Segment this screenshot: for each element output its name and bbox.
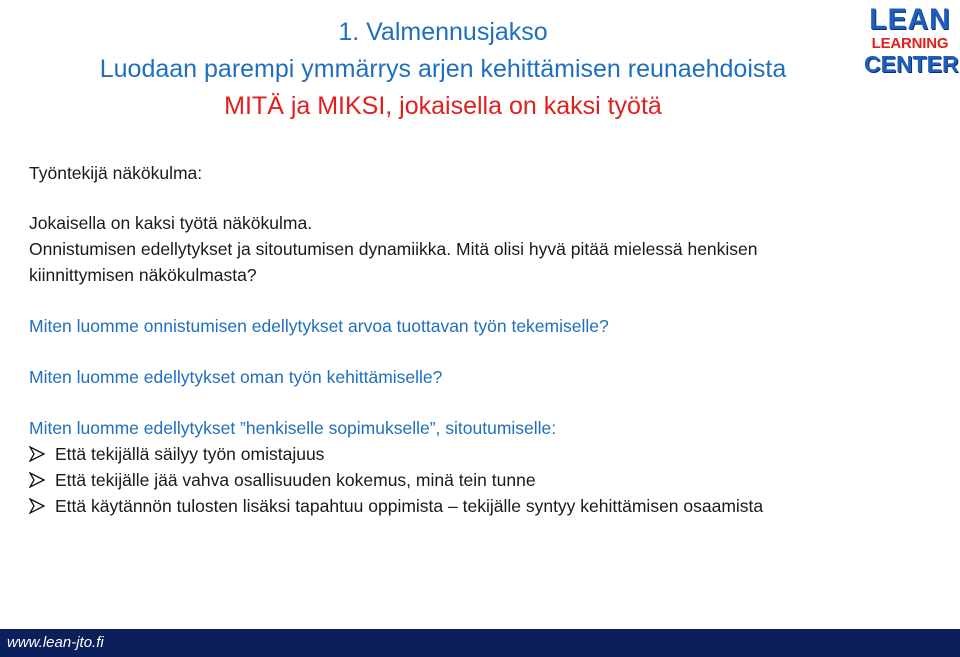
paragraph-1: Jokaisella on kaksi työtä näkökulma. [29, 213, 313, 233]
title-line-1: 1. Valmennusjakso [338, 18, 548, 46]
section-heading: Työntekijä näkökulma: [29, 163, 203, 183]
bullet-item [29, 467, 929, 493]
question-1: Miten luomme onnistumisen edellytykset arvoa tuottavan työn tekemiselle? [29, 316, 609, 336]
paragraph-2-line-1: Onnistumisen edellytykset ja sitoutumisen dynamiikka. Mitä olisi hyvä pitää mielessä henkisen [29, 239, 758, 259]
bullet-text: Että tekijällä säilyy työn omistajuus [55, 444, 325, 464]
bullet-item [29, 493, 929, 519]
question-2: Miten luomme edellytykset oman työn kehittämiselle? [29, 367, 443, 387]
arrowhead-bullet-icon [29, 446, 45, 462]
slide-content [29, 160, 929, 519]
lean-learning-center-logo [864, 3, 959, 81]
question-3: Miten luomme edellytykset ”henkiselle sopimukselle”, sitoutumiselle: [29, 418, 557, 438]
title-line-2: Luodaan parempi ymmärrys arjen kehittämisen reunaehdoista [99, 55, 787, 83]
logo-line-1: LEAN [869, 3, 951, 36]
bullet-text: Että käytännön tulosten lisäksi tapahtuu oppimista – tekijälle syntyy kehittämisen osaamista [55, 496, 764, 516]
logo-line-2: LEARNING [871, 35, 949, 52]
bullet-text: Että tekijälle jää vahva osallisuuden kokemus, minä tein tunne [55, 470, 536, 490]
paragraph-2-line-2: kiinnittymisen näkökulmasta? [29, 265, 257, 285]
logo-line-3: CENTER [864, 51, 959, 77]
footer-url[interactable]: www.lean-jto.fi [7, 634, 104, 651]
footer-bar [0, 629, 960, 657]
slide-title [0, 14, 886, 125]
arrowhead-bullet-icon [29, 472, 45, 488]
title-line-3: MITÄ ja MIKSI, jokaisella on kaksi työtä [224, 92, 662, 120]
arrowhead-bullet-icon [29, 498, 45, 514]
bullet-item [29, 441, 929, 467]
